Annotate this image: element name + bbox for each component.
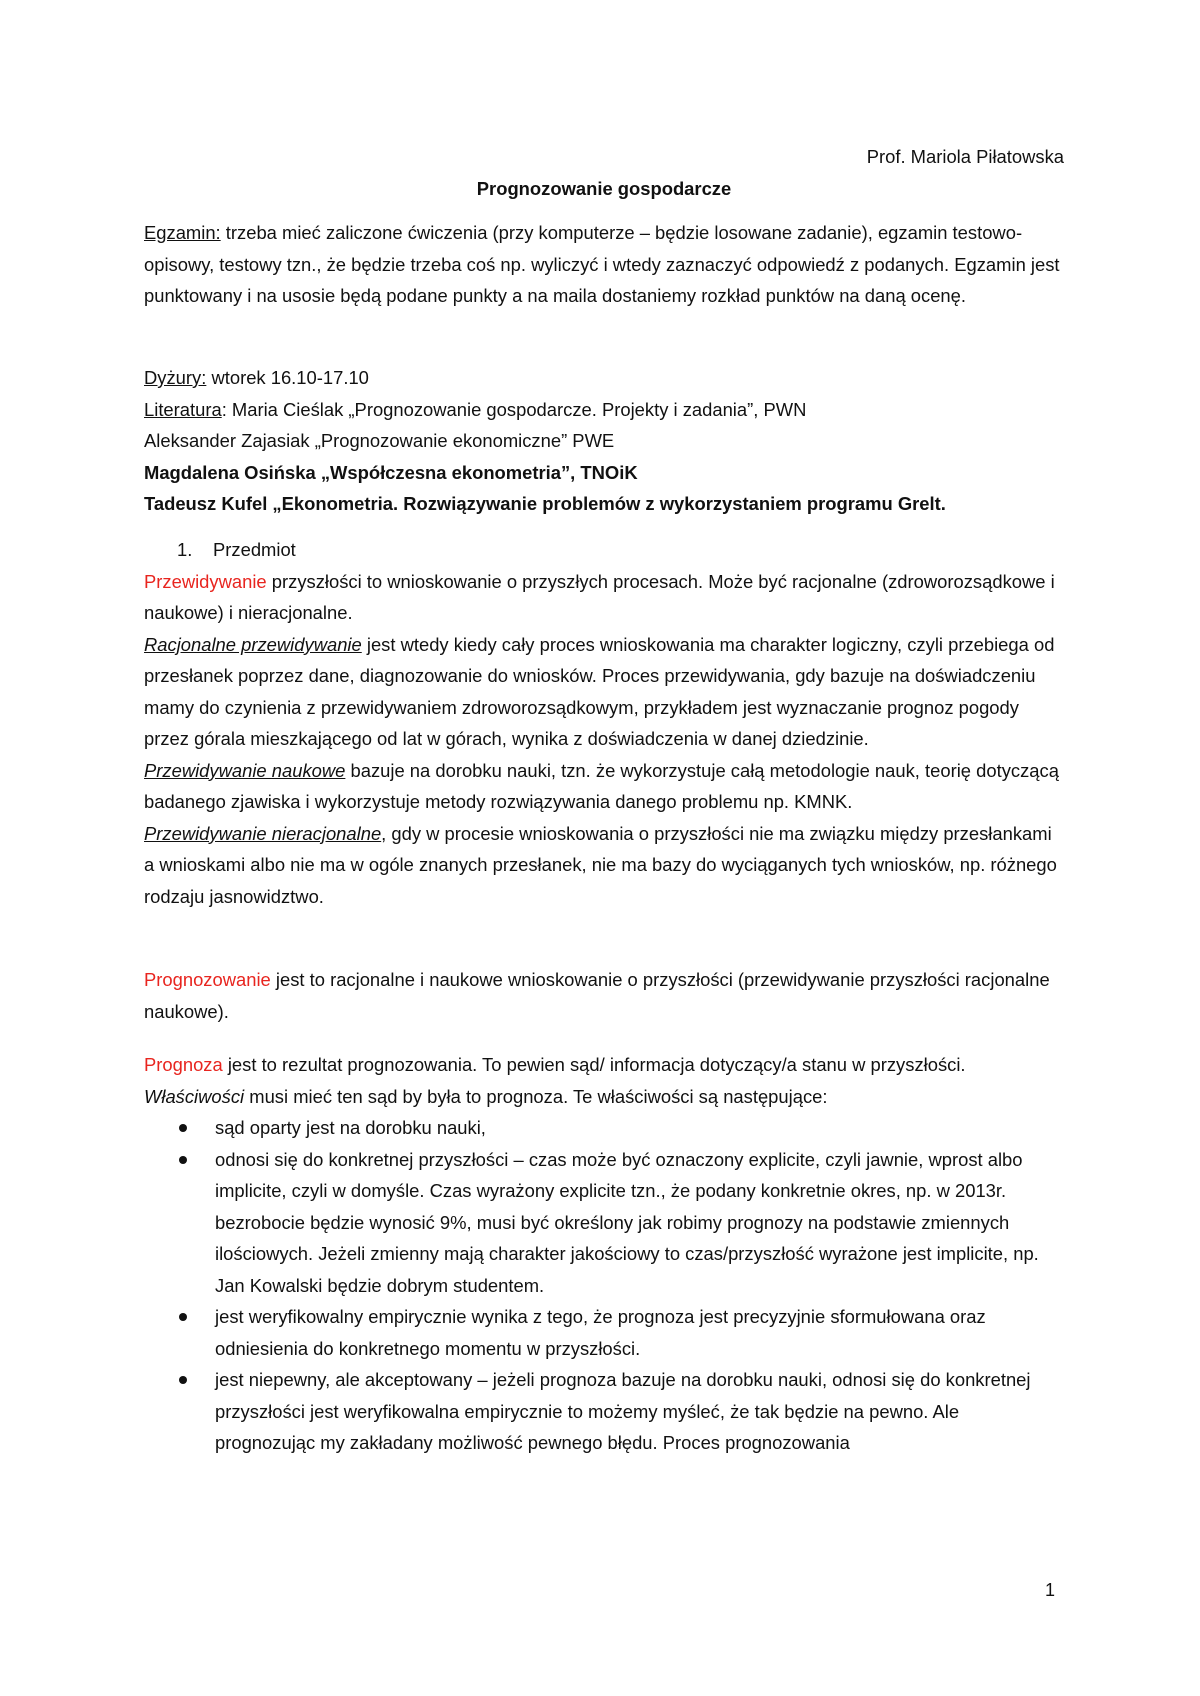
scientific-paragraph bbox=[144, 755, 1064, 818]
exam-paragraph bbox=[144, 217, 1064, 312]
rational-paragraph bbox=[144, 629, 1064, 755]
literature-line-3: Magdalena Osińska „Współczesna ekonometria”, TNOiK bbox=[144, 461, 638, 483]
forecasting-text: jest to racjonalne i naukowe wnioskowanie o przyszłości (przewidywanie przyszłości racjonalne naukowe). bbox=[144, 969, 1050, 1022]
page-number: 1 bbox=[1045, 1580, 1056, 1600]
document-title: Prognozowanie gospodarcze bbox=[476, 178, 732, 199]
forecasting-term: Prognozowanie bbox=[144, 969, 271, 990]
exam-text: trzeba mieć zaliczone ćwiczenia (przy komputerze – będzie losowane zadanie), egzamin testowo-opisowy, testowy tzn., że będzie trzeba coś np. wyliczyć i wtedy zaznaczyć odpowiedź z podanych. Egzamin jest punktowany i na usosie będą podane punkty a na maila dostaniemy rozkład punktów na daną ocenę. bbox=[144, 222, 1060, 306]
literature-line-2: Aleksander Zajasiak „Prognozowanie ekonomiczne” PWE bbox=[144, 430, 615, 451]
scientific-text: bazuje na dorobku nauki, tzn. że wykorzystuje całą metodologie nauk, teorię dotyczącą badanego zjawiska i wykorzystuje metody rozwiązywania danego problemu np. KMNK. bbox=[144, 759, 1059, 812]
properties-list bbox=[144, 1112, 1064, 1459]
literature-line-4: Tadeusz Kufel „Ekonometria. Rozwiązywanie problemów z wykorzystaniem programu Grelt. bbox=[144, 493, 946, 514]
subject-section bbox=[144, 534, 1064, 912]
irrational-text: , gdy w procesie wnioskowania o przyszłości nie ma związku między przesłankami a wnioskami albo nie ma w ogóle znanych przesłanek, nie ma bazy do wyciąganych tych wniosków, np. różnego rodzaju jasnowidztwo. bbox=[144, 822, 1057, 907]
prediction-paragraph bbox=[144, 566, 1064, 629]
forecasting-paragraph bbox=[144, 964, 1064, 1027]
list-item: jest weryfikowalny empirycznie wynika z tego, że prognoza jest precyzyjnie sformułowana oraz odniesienia do konkretnego momentu w przyszłości. bbox=[144, 1301, 1064, 1364]
duty-label: Dyżury: bbox=[144, 367, 207, 388]
list-item: sąd oparty jest na dorobku nauki, bbox=[144, 1112, 1064, 1144]
section-title: Przedmiot bbox=[213, 539, 296, 560]
rational-text: jest wtedy kiedy cały proces wnioskowania ma charakter logiczny, czyli przebiega od przesłanek poprzez dane, diagnozowanie do wniosków. Proces przewidywania, gdy bazuje na doświadczeniu mamy do czynienia z przewidywaniem zdroworozsądkowym, przykładem jest wyznaczanie prognoz pogody przez górala mieszkającego od lat w górach, wynika z doświadczenia w danej dziedzinie. bbox=[144, 633, 1055, 749]
info-section bbox=[144, 362, 1064, 520]
properties-term: Właściwości bbox=[144, 1085, 245, 1107]
list-item: jest niepewny, ale akceptowany – jeżeli prognoza bazuje na dorobku nauki, odnosi się do konkretnej przyszłości jest weryfikowalna empirycznie to możemy myśleć, że tak będzie na pewno. Ale prognozując my zakładany możliwość pewnego błędu. Proces prognozowania bbox=[144, 1364, 1064, 1459]
duty-line bbox=[144, 362, 1064, 394]
author-name: Prof. Mariola Piłatowska bbox=[866, 146, 1064, 167]
forecast-section bbox=[144, 1049, 1064, 1459]
section-heading bbox=[144, 534, 1064, 566]
prediction-text: przyszłości to wnioskowanie o przyszłych procesach. Może być racjonalne (zdroworozsądkowe i naukowe) i nieracjonalne. bbox=[144, 570, 1055, 623]
forecast-term: Prognoza bbox=[144, 1054, 223, 1075]
list-item: odnosi się do konkretnej przyszłości – czas może być oznaczony explicite, czyli jawnie, wprost albo implicite, czyli w domyśle. Czas wyrażony explicite tzn., że podany konkretnie okres, np. w 2013r. bezrobocie będzie wynosić 9%, musi być określony jak robimy prognozy na podstawie zmiennych ilościowych. Jeżeli zmienny mają charakter jakościowy to czas/przyszłość wyrażone jest implicite, np. Jan Kowalski będzie dobrym studentem. bbox=[144, 1144, 1064, 1302]
forecast-paragraph bbox=[144, 1049, 1064, 1081]
literature-first: : Maria Cieślak „Prognozowanie gospodarcze. Projekty i zadania”, PWN bbox=[221, 398, 807, 420]
section-number: 1. bbox=[177, 539, 193, 560]
prediction-term: Przewidywanie bbox=[144, 570, 267, 592]
irrational-term: Przewidywanie nieracjonalne bbox=[144, 822, 382, 844]
exam-label: Egzamin: bbox=[144, 222, 221, 243]
scientific-term: Przewidywanie naukowe bbox=[144, 759, 346, 781]
forecast-text: jest to rezultat prognozowania. To pewien sąd/ informacja dotyczący/a stanu w przyszłości. bbox=[222, 1054, 966, 1075]
duty-text: wtorek 16.10-17.10 bbox=[206, 367, 369, 388]
rational-term: Racjonalne przewidywanie bbox=[144, 633, 362, 655]
literature-line-1 bbox=[144, 394, 1064, 426]
literature-label: Literatura bbox=[144, 398, 222, 420]
properties-intro bbox=[144, 1081, 1064, 1113]
properties-text: musi mieć ten sąd by była to prognoza. Te właściwości są następujące: bbox=[244, 1085, 828, 1107]
irrational-paragraph bbox=[144, 818, 1064, 913]
